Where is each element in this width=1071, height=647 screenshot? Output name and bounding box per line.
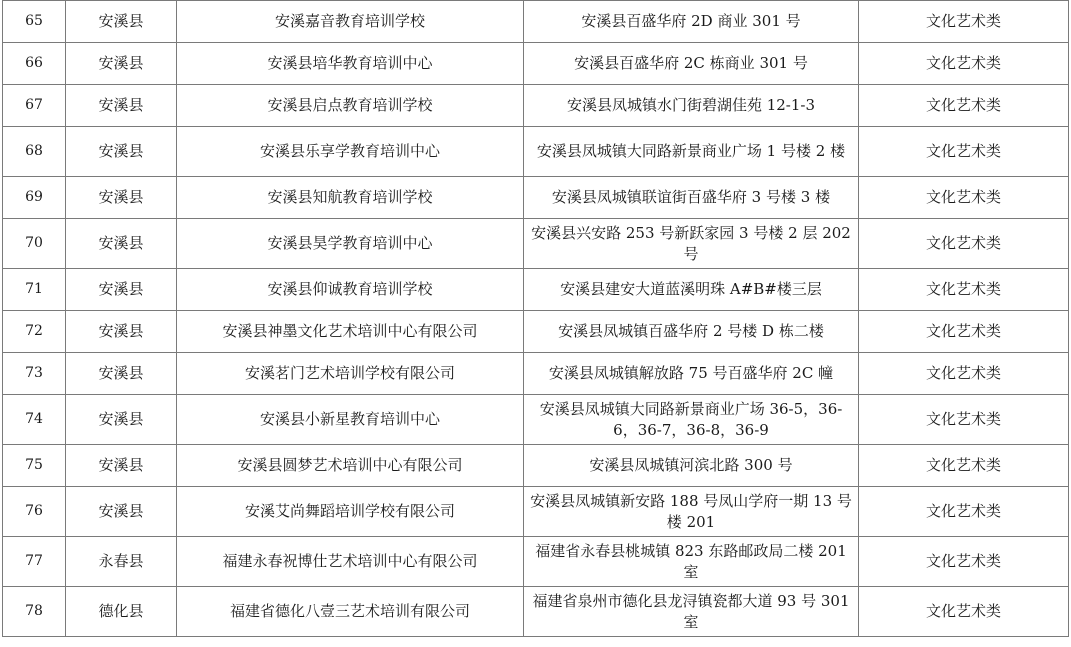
row-number: 68 <box>3 127 66 177</box>
table-row <box>3 395 1069 445</box>
county-cell: 安溪县 <box>66 1 177 43</box>
address-cell: 安溪县凤城镇解放路 75 号百盛华府 2C 幢 <box>524 353 859 395</box>
county-cell: 安溪县 <box>66 127 177 177</box>
address-cell: 安溪县凤城镇大同路新景商业广场 1 号楼 2 楼 <box>524 127 859 177</box>
county-cell: 安溪县 <box>66 219 177 269</box>
address-cell: 安溪县凤城镇百盛华府 2 号楼 D 栋二楼 <box>524 311 859 353</box>
county-cell: 安溪县 <box>66 177 177 219</box>
institution-name-cell: 安溪县仰诚教育培训学校 <box>177 269 524 311</box>
row-number: 65 <box>3 1 66 43</box>
row-number: 72 <box>3 311 66 353</box>
row-number: 76 <box>3 487 66 537</box>
row-number: 78 <box>3 587 66 637</box>
category-cell: 文化艺术类 <box>859 219 1069 269</box>
table-row <box>3 1 1069 43</box>
category-cell: 文化艺术类 <box>859 487 1069 537</box>
address-cell: 安溪县凤城镇新安路 188 号凤山学府一期 13 号楼 201 <box>524 487 859 537</box>
category-cell: 文化艺术类 <box>859 587 1069 637</box>
category-cell: 文化艺术类 <box>859 85 1069 127</box>
table-row <box>3 445 1069 487</box>
institution-name-cell: 安溪县乐享学教育培训中心 <box>177 127 524 177</box>
address-cell: 安溪县百盛华府 2D 商业 301 号 <box>524 1 859 43</box>
table-row <box>3 43 1069 85</box>
table-row <box>3 487 1069 537</box>
institution-name-cell: 安溪县昊学教育培训中心 <box>177 219 524 269</box>
category-cell: 文化艺术类 <box>859 127 1069 177</box>
address-cell: 安溪县兴安路 253 号新跃家园 3 号楼 2 层 202 号 <box>524 219 859 269</box>
institution-name-cell: 福建省德化八壹三艺术培训有限公司 <box>177 587 524 637</box>
row-number: 69 <box>3 177 66 219</box>
address-cell: 福建省永春县桃城镇 823 东路邮政局二楼 201 室 <box>524 537 859 587</box>
category-cell: 文化艺术类 <box>859 269 1069 311</box>
address-cell: 福建省泉州市德化县龙浔镇瓷都大道 93 号 301 室 <box>524 587 859 637</box>
county-cell: 安溪县 <box>66 43 177 85</box>
row-number: 73 <box>3 353 66 395</box>
row-number: 67 <box>3 85 66 127</box>
institution-table <box>2 0 1069 637</box>
institution-name-cell: 安溪县小新星教育培训中心 <box>177 395 524 445</box>
institution-name-cell: 安溪县培华教育培训中心 <box>177 43 524 85</box>
county-cell: 永春县 <box>66 537 177 587</box>
county-cell: 安溪县 <box>66 311 177 353</box>
row-number: 75 <box>3 445 66 487</box>
address-cell: 安溪县凤城镇联谊街百盛华府 3 号楼 3 楼 <box>524 177 859 219</box>
category-cell: 文化艺术类 <box>859 395 1069 445</box>
table-row <box>3 127 1069 177</box>
address-cell: 安溪县凤城镇河滨北路 300 号 <box>524 445 859 487</box>
row-number: 70 <box>3 219 66 269</box>
institution-name-cell: 安溪县启点教育培训学校 <box>177 85 524 127</box>
county-cell: 安溪县 <box>66 395 177 445</box>
category-cell: 文化艺术类 <box>859 43 1069 85</box>
county-cell: 安溪县 <box>66 353 177 395</box>
table-row <box>3 537 1069 587</box>
table-row <box>3 269 1069 311</box>
table-body <box>3 1 1069 637</box>
address-cell: 安溪县建安大道蓝溪明珠 A#B#楼三层 <box>524 269 859 311</box>
county-cell: 安溪县 <box>66 269 177 311</box>
table-row <box>3 85 1069 127</box>
table-row <box>3 177 1069 219</box>
table-row <box>3 219 1069 269</box>
category-cell: 文化艺术类 <box>859 353 1069 395</box>
row-number: 66 <box>3 43 66 85</box>
category-cell: 文化艺术类 <box>859 1 1069 43</box>
category-cell: 文化艺术类 <box>859 537 1069 587</box>
address-cell: 安溪县凤城镇大同路新景商业广场 36-5，36-6，36-7，36-8，36-9 <box>524 395 859 445</box>
table-row <box>3 353 1069 395</box>
county-cell: 安溪县 <box>66 487 177 537</box>
address-cell: 安溪县凤城镇水门街碧湖佳苑 12-1-3 <box>524 85 859 127</box>
institution-name-cell: 安溪艾尚舞蹈培训学校有限公司 <box>177 487 524 537</box>
address-cell: 安溪县百盛华府 2C 栋商业 301 号 <box>524 43 859 85</box>
county-cell: 安溪县 <box>66 445 177 487</box>
row-number: 74 <box>3 395 66 445</box>
table-row <box>3 311 1069 353</box>
table-row <box>3 587 1069 637</box>
category-cell: 文化艺术类 <box>859 311 1069 353</box>
institution-name-cell: 安溪县圆梦艺术培训中心有限公司 <box>177 445 524 487</box>
institution-name-cell: 安溪县神墨文化艺术培训中心有限公司 <box>177 311 524 353</box>
county-cell: 安溪县 <box>66 85 177 127</box>
category-cell: 文化艺术类 <box>859 445 1069 487</box>
county-cell: 德化县 <box>66 587 177 637</box>
row-number: 71 <box>3 269 66 311</box>
row-number: 77 <box>3 537 66 587</box>
institution-name-cell: 安溪县知航教育培训学校 <box>177 177 524 219</box>
category-cell: 文化艺术类 <box>859 177 1069 219</box>
institution-name-cell: 福建永春祝博仕艺术培训中心有限公司 <box>177 537 524 587</box>
institution-name-cell: 安溪茗门艺术培训学校有限公司 <box>177 353 524 395</box>
institution-name-cell: 安溪嘉音教育培训学校 <box>177 1 524 43</box>
